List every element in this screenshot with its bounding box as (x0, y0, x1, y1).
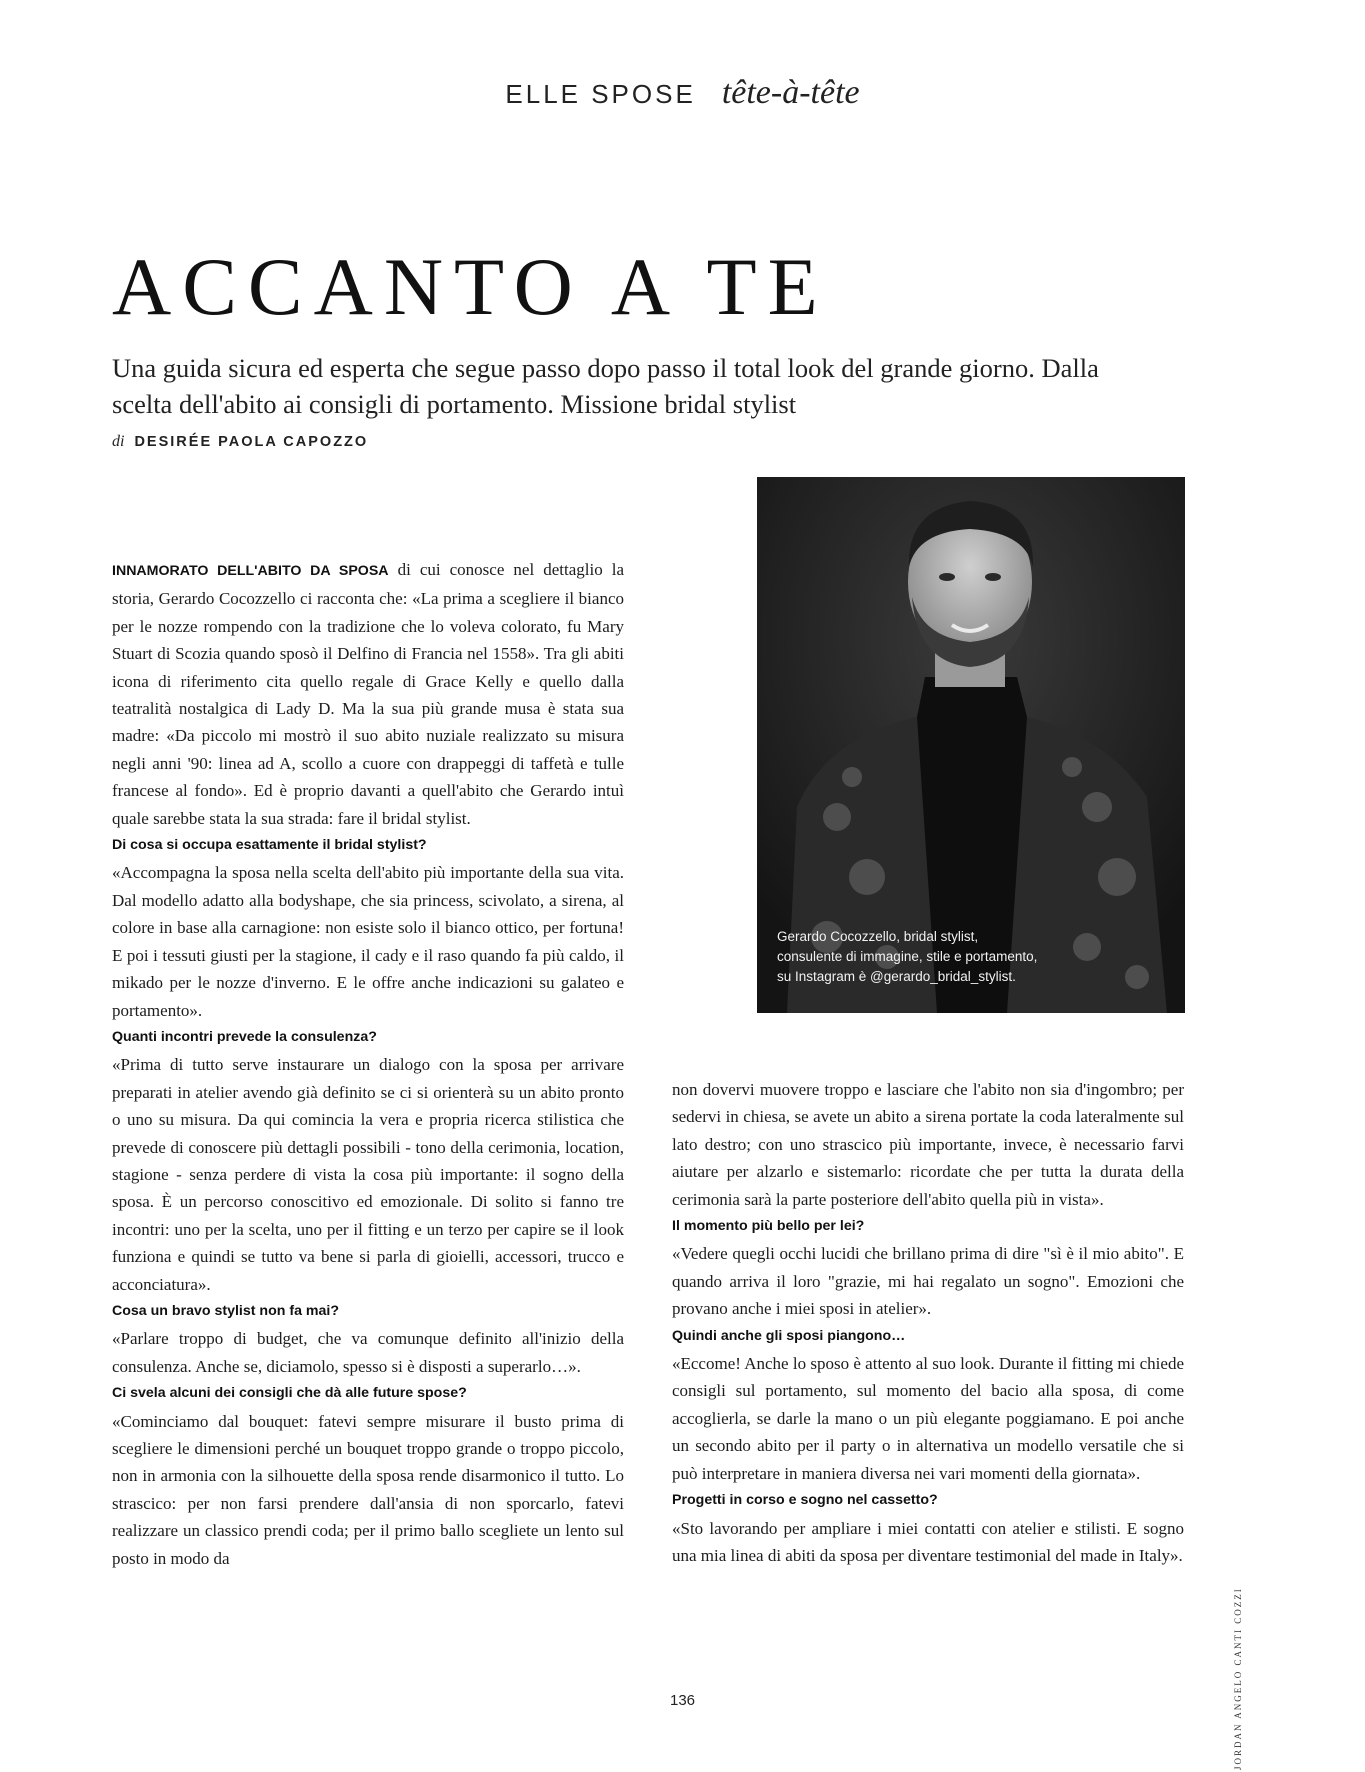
answer-paragraph: «Vedere quegli occhi lucidi che brillano prima di dire "sì è il mio abito". E quando arriva il loro "grazie, mi hai regalato un sogno". Emozioni che provano anche i miei sposi in atelier». (672, 1244, 1184, 1319)
portrait-photo (757, 477, 1185, 1013)
section-name: tête-à-tête (721, 74, 860, 111)
article-title: ACCANTO A TE (112, 241, 829, 332)
answer-paragraph: non dovervi muovere troppo e lasciare che l'abito non sia d'ingombro; per sedervi in chiesa, se avete un abito a sirena portate la coda lateralmente sul lato destro; con uno strascico più importante, invece, è necessario farvi aiutare per alzarlo e sistemarlo: ricordate che per tutta la durata della cerimonia sarà la parte posteriore dell'abito quella più in vista». (672, 1080, 1184, 1209)
question-heading: Di cosa si occupa esattamente il bridal stylist? (112, 837, 427, 854)
article-standfirst: Una guida sicura ed esperta che segue passo dopo passo il total look del grande giorno. Dalla scelta dell'abito ai consigli di portamento. Missione bridal stylist (112, 353, 1099, 419)
byline-prefix: di (112, 433, 125, 450)
question-heading: Quanti incontri prevede la consulenza? (112, 1028, 377, 1045)
photo-caption (777, 927, 1177, 987)
caption-line: Gerardo Cocozzello, bridal stylist, (777, 929, 979, 944)
answer-paragraph: «Sto lavorando per ampliare i miei contatti con atelier e stilisti. E sogno una mia linea di abiti da sposa per diventare testimonial del made in Italy». (672, 1518, 1184, 1565)
answer-paragraph: «Prima di tutto serve instaurare un dialogo con la sposa per arrivare preparati in atelier avendo già definito se ci si orienterà su un abito pronto o uno su misura. Da qui comincia la vera e propria ricerca stilistica che prevede di conoscere più dettagli possibili - tono della cerimonia, location, stagione - senza perdere di vista la cosa più importante: il sogno della sposa. È un percorso conoscitivo ed emozionale. Di solito si fanno tre incontri: uno per la scelta, uno per il fitting e un terzo per capire se il look funziona e quindi se tutto va bene si parla di gioielli, accessori, trucco e acconciatura». (112, 1055, 624, 1294)
answer-paragraph: «Parlare troppo di budget, che va comunque definito all'inizio della consulenza. Anche se, diciamolo, spesso si è disposti a superarlo…». (112, 1329, 624, 1376)
magazine-brand: ELLE SPOSE (505, 79, 696, 109)
question-heading: Il momento più bello per lei? (672, 1218, 865, 1235)
answer-paragraph: «Eccome! Anche lo sposo è attento al suo look. Durante il fitting mi chiede consigli sul portamento, sul momento del bacio alla sposa, di come accoglierla, se darle la mano o un più elegante poggiamano. E poi anche un secondo abito per il party o in alternativa un modello versatile che si può interpretare in maniera diversa nei vari momenti della giornata». (672, 1354, 1184, 1483)
byline (112, 433, 368, 451)
caption-line: su Instagram è @gerardo_bridal_stylist. (777, 969, 1016, 984)
running-header (0, 74, 1365, 112)
article-column-right (672, 1076, 1184, 1569)
page-number: 136 (669, 1692, 696, 1709)
question-heading: Progetti in corso e sogno nel cassetto? (672, 1492, 938, 1509)
question-heading: Quindi anche gli sposi piangono… (672, 1327, 906, 1344)
photo-credit: JORDAN ANGELO CANTI COZZI (1233, 1587, 1243, 1770)
answer-paragraph: «Cominciamo dal bouquet: fatevi sempre misurare il busto prima di scegliere le dimensioni perché un bouquet troppo grande o troppo piccolo, non in armonia con la silhouette della sposa rende disarmonico il tutto. Lo strascico: per non farsi prendere dall'ansia di non sporcarlo, fatevi realizzare un classico prendi coda; per il primo ballo scegliete un lento sul posto in modo da (112, 1411, 624, 1568)
intro-text: di cui conosce nel dettaglio la storia, Gerardo Cocozzello ci racconta che: «La prima a scegliere il bianco per le nozze rompendo con la tradizione che lo voleva colorato, fu Mary Stuart di Scozia quando sposò il Delfino di Francia nel 1558». Tra gli abiti icona di riferimento cita quello regale di Grace Kelly e quello dalla teatralità nostalgica di Lady D. Ma la sua più grande musa è stata sua madre: «Da piccolo mi mostrò il suo abito nuziale realizzato su misura negli anni '90: linea ad A, scollo a cuore con drappeggi di taffetà e tulle francese al fondo». Ed è proprio davanti a quell'abito che Gerardo intuì quale sarebbe stata la sua strada: fare il bridal stylist. (112, 560, 625, 828)
article-column-left (112, 556, 624, 1572)
question-heading: Cosa un bravo stylist non fa mai? (112, 1302, 340, 1319)
intro-paragraph (112, 556, 624, 832)
intro-lead: INNAMORATO DELL'ABITO DA SPOSA (112, 563, 389, 579)
question-heading: Ci svela alcuni dei consigli che dà alle future spose? (112, 1385, 467, 1402)
caption-line: consulente di immagine, stile e portamento, (777, 949, 1038, 964)
answer-paragraph: «Accompagna la sposa nella scelta dell'abito più importante della sua vita. Dal modello adatto alla bodyshape, che sia princess, scivolato, a sirena, al colore in base alla carnagione: non esiste solo il bianco ottico, per fortuna! E poi i tessuti giusti per la stagione, il cady e il raso quando fa più caldo, il mikado per le nozze d'inverno. E le offre anche indicazioni su galateo e portamento». (112, 863, 624, 1020)
author-name: DESIRÉE PAOLA CAPOZZO (134, 434, 369, 450)
